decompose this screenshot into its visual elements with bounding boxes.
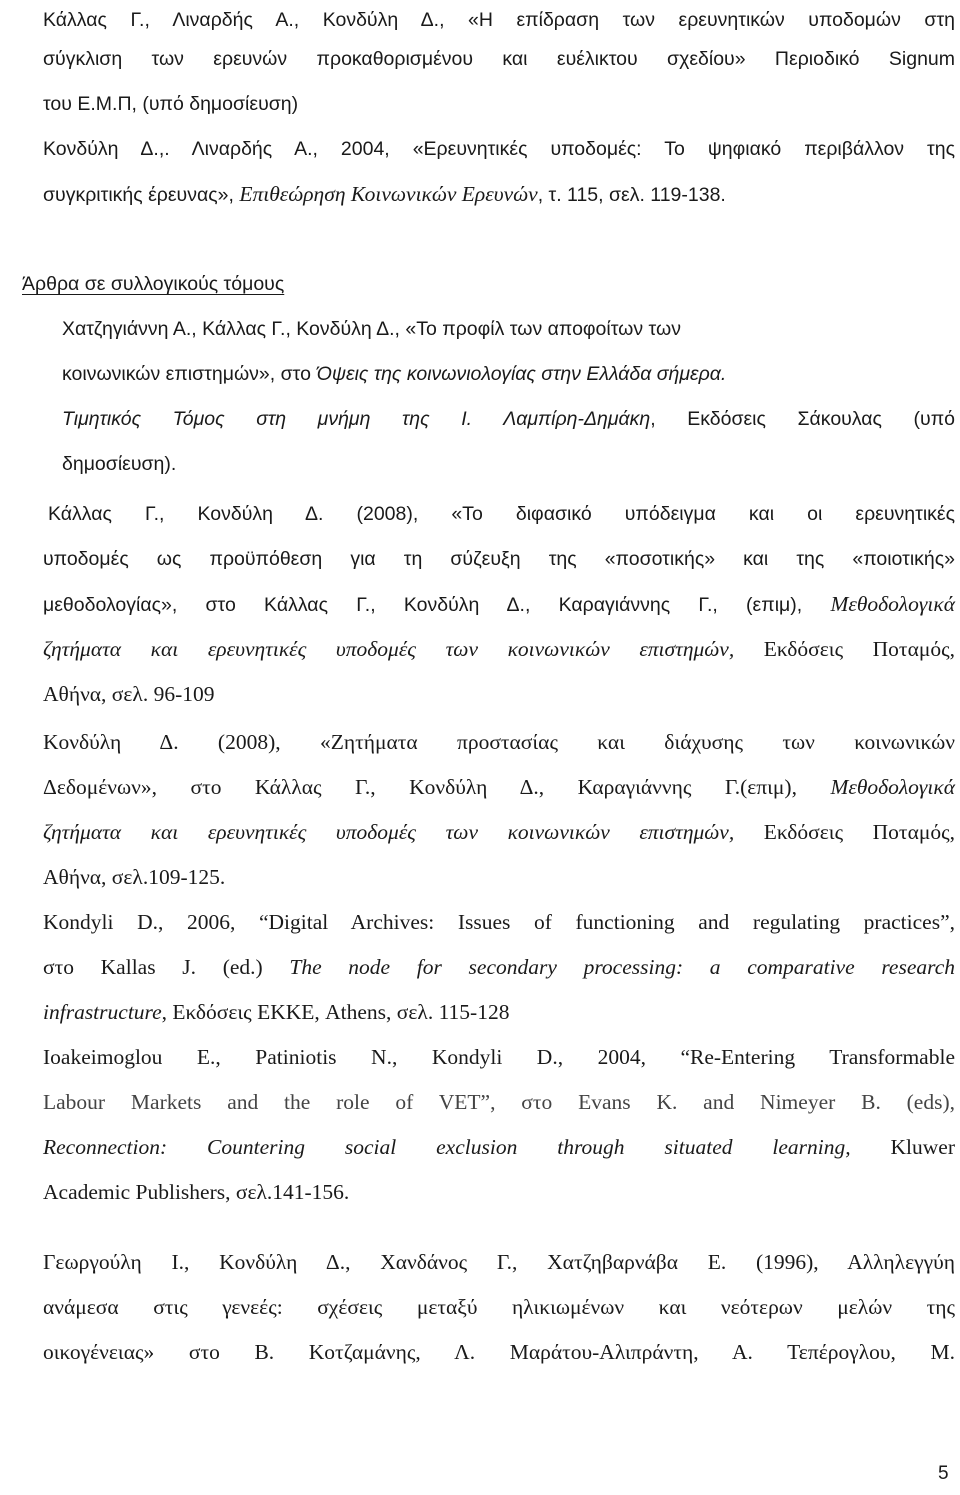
- book-title: The node for secondary processing: a comparative research: [289, 955, 955, 979]
- reference-line: Γεωργούλη Ι., Κονδύλη Δ., Χανδάνος Γ., Χατζηβαρνάβα Ε. (1996), Αλληλεγγύη: [43, 1250, 955, 1274]
- book-title: Reconnection: Countering social exclusion through situated learning,: [43, 1135, 851, 1159]
- text: Kluwer: [850, 1135, 955, 1159]
- book-title: Τιμητικός Τόμος στη μνήμη της Ι. Λαμπίρη-Δημάκη: [62, 408, 651, 430]
- reference-line: [43, 818, 955, 846]
- book-title: Όψεις της κοινωνιολογίας στην Ελλάδα σήμερα.: [316, 363, 727, 385]
- book-title: ζητήματα και ερευνητικές υποδομές των κοινωνικών επιστημών,: [43, 820, 735, 844]
- text: , Εκδόσεις Σάκουλας (υπό: [650, 408, 955, 430]
- reference-line: υποδομές ως προϋπόθεση για τη σύζευξη της «ποσοτικής» και της «ποιοτικής»: [43, 548, 955, 570]
- reference-line: Χατζηγιάννη Α., Κάλλας Γ., Κονδύλη Δ., «Το προφίλ των αποφοίτων των: [62, 318, 681, 340]
- book-title: Μεθοδολογικά: [830, 775, 955, 799]
- reference-line: σύγκλιση των ερευνών προκαθορισμένου και ευέλικτου σχεδίου» Περιοδικό Signum: [43, 48, 955, 70]
- reference-line: [62, 360, 960, 388]
- reference-line: [43, 635, 955, 663]
- reference-line: [43, 180, 955, 209]
- text: συγκριτικής έρευνας»,: [43, 184, 240, 206]
- text: Δεδομένων», στο Κάλλας Γ., Κονδύλη Δ., Καραγιάννης Γ.(επιμ),: [43, 775, 831, 799]
- reference-line: [43, 590, 955, 619]
- reference-line: Κάλλας Γ., Κονδύλη Δ. (2008), «Το διφασικό υπόδειγμα και οι ερευνητικές: [48, 503, 955, 525]
- reference-line: [62, 405, 955, 433]
- journal-title: Επιθεώρηση Κοινωνικών Ερευνών: [239, 182, 538, 206]
- text: κοινωνικών επιστημών», στο: [62, 363, 317, 385]
- reference-line: [43, 953, 955, 981]
- book-title: ζητήματα και ερευνητικές υποδομές των κοινωνικών επιστημών,: [43, 637, 735, 661]
- text: , τ. 115, σελ. 119-138.: [537, 184, 726, 206]
- reference-line: Κονδύλη Δ. (2008), «Ζητήματα προστασίας και διάχυσης των κοινωνικών: [43, 730, 955, 754]
- reference-line: Κάλλας Γ., Λιναρδής Α., Κονδύλη Δ., «Η επίδραση των ερευνητικών υποδομών στη: [43, 9, 955, 31]
- page-number: 5: [938, 1463, 949, 1484]
- reference-line: του Ε.Μ.Π, (υπό δημοσίευση): [43, 93, 299, 115]
- reference-line: οικογένειας» στο Β. Κοτζαμάνης, Λ. Μαράτου-Αλιπράντη, Α. Τεπέρογλου, Μ.: [43, 1340, 955, 1364]
- reference-line: [43, 998, 955, 1026]
- reference-line: Academic Publishers, σελ.141-156.: [43, 1180, 350, 1204]
- text: Εκδόσεις Ποταμός,: [734, 820, 956, 844]
- book-title: infrastructure: [43, 1000, 162, 1024]
- reference-line: Ioakeimoglou E., Patiniotis N., Kondyli D., 2004, “Re-Entering Transformable: [43, 1045, 955, 1069]
- section-heading: Άρθρα σε συλλογικούς τόμους: [22, 273, 285, 295]
- reference-line: Kondyli D., 2006, “Digital Archives: Issues of functioning and regulating practices”,: [43, 910, 955, 934]
- reference-line: [43, 1133, 955, 1161]
- reference-line: ανάμεσα στις γενεές: σχέσεις μεταξύ ηλικιωμένων και νεότερων μελών της: [43, 1295, 955, 1319]
- reference-line: Labour Markets and the role of VET”, στο Evans K. and Nimeyer B. (eds),: [43, 1090, 955, 1114]
- reference-line: Αθήνα, σελ.109-125.: [43, 865, 226, 889]
- reference-line: δημοσίευση).: [62, 453, 177, 475]
- reference-line: [43, 773, 955, 801]
- reference-line: Κονδύλη Δ.,. Λιναρδής Α., 2004, «Ερευνητικές υποδομές: Το ψηφιακό περιβάλλον της: [43, 138, 955, 160]
- reference-line: Αθήνα, σελ. 96-109: [43, 682, 215, 706]
- text: μεθοδολογίας», στο Κάλλας Γ., Κονδύλη Δ., Καραγιάννης Γ., (επιμ),: [43, 594, 831, 616]
- text: , Εκδόσεις ΕΚΚΕ, Athens, σελ. 115-128: [161, 1000, 510, 1024]
- text: Εκδόσεις Ποταμός,: [734, 637, 956, 661]
- text: στο Kallas J. (ed.): [43, 955, 290, 979]
- book-title: Μεθοδολογικά: [830, 592, 955, 616]
